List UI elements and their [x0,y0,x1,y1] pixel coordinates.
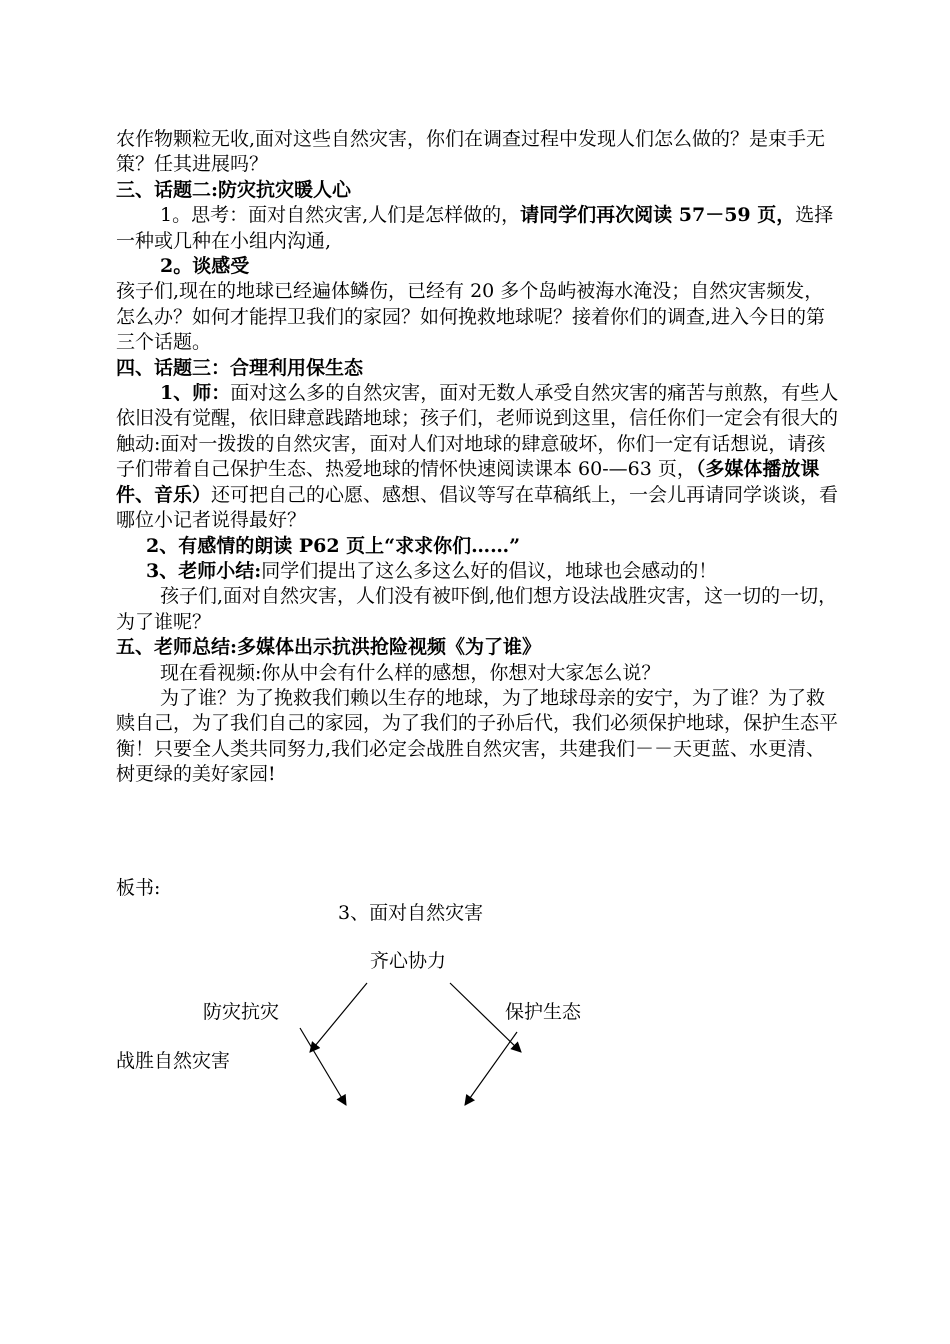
board-right-node: 保护生态 [505,1001,582,1023]
arrow-right-to-bottom [465,1032,517,1105]
section-heading-3: 三、话题二:防灾抗灾暖人心 [116,178,352,201]
paragraph: 孩子们,现在的地球已经遍体鳞伤，已经有 20 多个岛屿被海水淹没；自然灾害频发，怎么办？如何才能捍卫我们的家园？如何挽救地球呢？接着你们的调查,进入今日的第三个话题。 [116,280,826,354]
board-top-node: 齐心协力 [370,950,447,972]
paragraph: 2、有感情的朗读 P62 页上“求求你们……” [146,534,521,557]
paragraph: 农作物颗粒无收,面对这些自然灾害，你们在调查过程中发现人们怎么做的？是束手无策？任其进展吗？ [116,128,826,176]
board-title: 3、面对自然灾害 [338,902,484,924]
board-left-node: 防灾抗灾 [203,1001,280,1023]
paragraph: 孩子们,面对自然灾害，人们没有被吓倒,他们想方设法战胜灾害，这一切的一切，为了谁呢？ [116,585,838,633]
arrow-left-to-bottom [300,1028,346,1105]
section-heading-5: 五、老师总结:多媒体出示抗洪抢险视频《为了谁》 [116,636,542,659]
paragraph: 现在看视频:你从中会有什么样的感想，你想对大家怎么说？ [160,661,661,684]
arrow-top-to-left [310,983,367,1052]
board-far-left-node: 战胜自然灾害 [116,1050,231,1072]
paragraph: 1、师：面对这么多的自然灾害，面对无数人承受自然灾害的痛苦与煎熬，有些人依旧没有觉醒，依旧肆意践踏地球；孩子们，老师说到这里，信任你们一定会有很大的触动:面对一拨拨的自然灾害，面对人们对地球的肆意破坏，你们一定有话想说，请孩子们带着自己保护生态、热爱地球的情怀快速阅读课本 60-—63 页，（多媒体播放课件、音乐）还可把自己的心愿、感想、倡议等写在草稿纸上，一会儿再请同学谈谈，看哪位小记者说得最好？ [116,382,839,532]
section-heading-4: 四、话题三：合理利用保生态 [116,356,364,379]
subheading: 2。谈感受 [160,255,250,278]
paragraph: 3、老师小结:同学们提出了这么多这么好的倡议，地球也会感动的！ [146,559,718,582]
board-label: 板书: [116,877,161,899]
paragraph: 1。思考：面对自然灾害,人们是怎样做的，请同学们再次阅读 57－59 页，选择一种或几种在小组内沟通, [116,204,834,252]
paragraph: 为了谁？为了挽救我们赖以生存的地球，为了地球母亲的安宁，为了谁？为了救赎自己，为了我们自己的家园，为了我们的子孙后代，我们必须保护地球，保护生态平衡！只要全人类共同努力,我们必定会战胜自然灾害，共建我们－－天更蓝、水更清、树更绿的美好家园! [116,686,839,786]
